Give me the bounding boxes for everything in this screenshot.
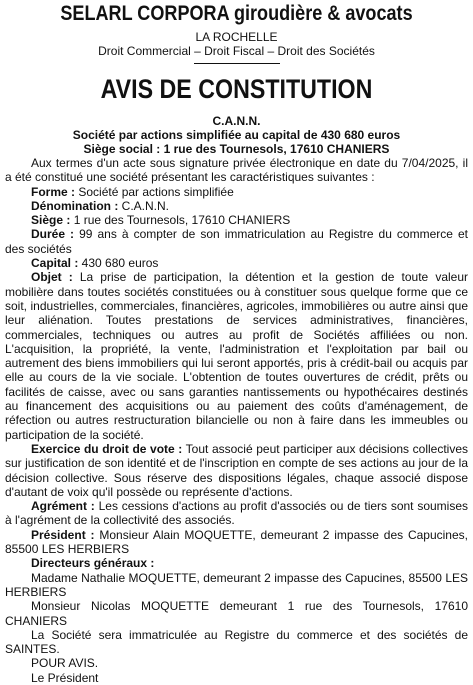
field-value: Monsieur Alain MOQUETTE, demeurant 2 impasse des Capucines, 85500 LES HERBIERS: [5, 527, 468, 557]
field-duree: [5, 227, 468, 256]
company-name: C.A.N.N.: [212, 114, 261, 128]
field-label: Directeurs généraux :: [31, 556, 155, 571]
field-value: Société par actions simplifiée: [75, 184, 234, 199]
field-label: Exercice du droit de vote :: [31, 441, 183, 456]
field-siege: [5, 213, 468, 227]
field-label: Objet :: [31, 270, 73, 285]
field-value: 1 rue des Tournesols, 17610 CHANIERS: [70, 213, 291, 228]
field-capital: [5, 256, 468, 270]
field-value: 99 ans à compter de son immatriculation au Registre du commerce et des sociétés: [5, 227, 468, 256]
field-label: Siège :: [31, 213, 71, 228]
field-value: 430 680 euros: [78, 256, 159, 271]
field-value: C.A.N.N.: [118, 198, 169, 213]
law-firm-name: SELARL CORPORA giroudière & avocats: [60, 2, 413, 25]
field-value: La prise de participation, la détention et la gestion de toute valeur mobilière dans toutes sociétés constituées ou à constituer sous quelque forme que ce soit, industrielles, commerciales, financières, agricoles, immobilières ou autre ainsi que leur aliénation. Toutes prestations de services administratives, financières, commerciales, techniques ou autres au profit de Sociétés affiliées ou non. L'acquisition, la propriété, la vente, l'administration et l'exploitation par bail ou autrement des biens immobiliers qui lui seront apportés, pris à crédit-bail ou acquis par elle au cours de la vie sociale. L'obtention de toutes ouvertures de crédit, prêts ou facilités de caisse, avec ou sans garanties nantissements ou hypothécaires destinés au financement des acquisitions ou au paiement des coûts d'aménagement, de réfection ou autres restructuration bilancielle ou non à faire dans les immeubles ou participation de la société.: [5, 270, 468, 442]
intro-paragraph: Aux termes d'un acte sous signature privée électronique en date du 7/04/2025, il a été constitué une société présentant les caractéristiques suivantes :: [5, 156, 468, 185]
law-firm-specialties: Droit Commercial – Droit Fiscal – Droit des Sociétés: [98, 44, 375, 58]
field-label: Durée :: [31, 227, 75, 242]
field-value: Tout associé peut participer aux décisions collectives sur justification de son identité et de l'inscription en compte de ses actions au jour de la décision collective. Sous réserve des dispositions légales, chaque associé dispose d'autant de voix qu'il possède ou représente d'actions.: [5, 441, 468, 499]
field-forme: [5, 185, 468, 199]
field-agrement: [5, 499, 468, 528]
law-firm-city: LA ROCHELLE: [195, 30, 278, 44]
directeur-item: Monsieur Nicolas MOQUETTE demeurant 1 rue des Tournesols, 17610 CHANIERS: [5, 599, 468, 628]
field-label: Forme :: [31, 184, 76, 199]
field-label: Président :: [31, 527, 95, 542]
directeur-item: Madame Nathalie MOQUETTE, demeurant 2 impasse des Capucines, 85500 LES HERBIERS: [5, 570, 468, 599]
registry-statement: La Société sera immatriculée au Registre du commerce et des sociétés de SAINTES.: [5, 627, 468, 657]
company-type-capital: Société par actions simplifiée au capital de 430 680 euros: [72, 128, 401, 142]
field-label: Dénomination :: [31, 198, 119, 213]
field-label: Capital :: [31, 256, 79, 271]
legal-notice: [0, 1, 473, 685]
notice-title: AVIS DE CONSTITUTION: [100, 74, 373, 104]
field-value: Les cessions d'actions au profit d'associés ou de tiers sont soumises à l'agrément de la collectivité des associés.: [5, 499, 469, 528]
field-objet: [5, 270, 468, 442]
field-president: [5, 528, 468, 557]
field-label: Agrément :: [31, 499, 95, 514]
pour-avis: POUR AVIS.: [31, 656, 99, 671]
signature: Le Président: [31, 670, 99, 685]
field-droit-vote: [5, 442, 468, 499]
notice-body: [5, 156, 468, 685]
company-siege: Siège social : 1 rue des Tournesols, 17610 CHANIERS: [83, 142, 390, 156]
field-directeurs: [5, 556, 468, 570]
header-divider: [194, 63, 280, 64]
field-denomination: [5, 199, 468, 213]
